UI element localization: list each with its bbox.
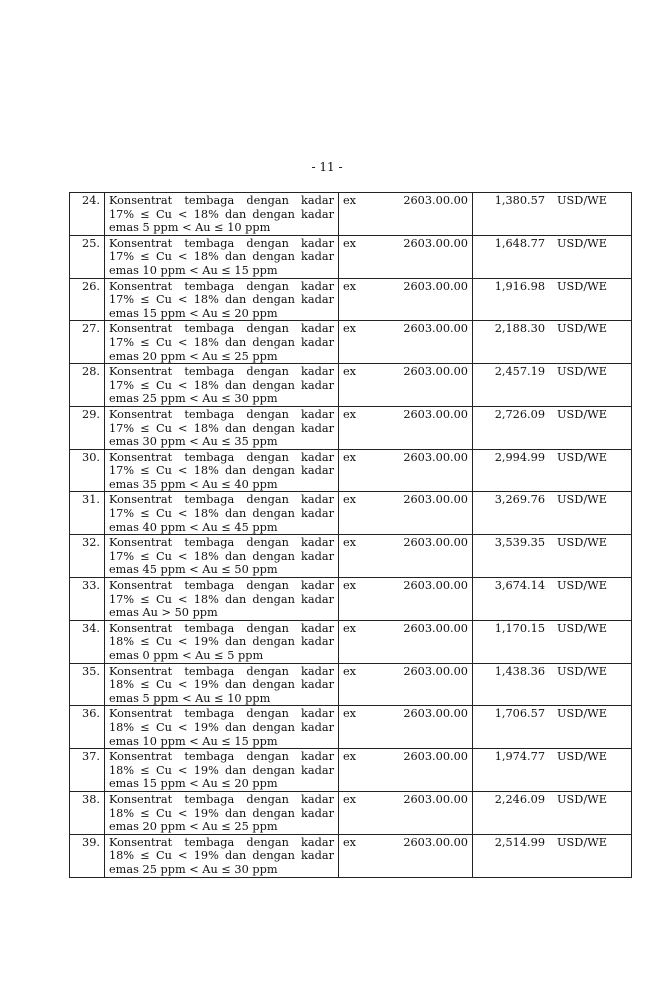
price-unit: USD/WE (557, 664, 607, 678)
ex-marker: ex (343, 493, 357, 507)
row-description: Konsentrat tembaga dengan kadar 18% ≤ Cu < 19% dan dengan kadar emas 15 ppm < Au ≤ 20 ppm (105, 749, 339, 792)
ex-marker: ex (343, 664, 357, 678)
price-amount: 1,648.77 (494, 236, 546, 250)
table-row (70, 706, 632, 749)
row-number: 38. (70, 791, 105, 834)
price-amount: 2,246.09 (494, 792, 546, 806)
row-description: Konsentrat tembaga dengan kadar 18% ≤ Cu < 19% dan dengan kadar emas 5 ppm < Au ≤ 10 ppm (105, 663, 339, 706)
hs-code: 2603.00.00 (403, 194, 468, 207)
hs-code: 2603.00.00 (403, 621, 468, 635)
table-row (70, 492, 632, 535)
price-cell (473, 235, 632, 278)
row-description: Konsentrat tembaga dengan kadar 17% ≤ Cu < 18% dan dengan kadar emas 45 ppm < Au ≤ 50 ppm (105, 535, 339, 578)
price-unit: USD/WE (557, 792, 607, 806)
ex-marker: ex (343, 236, 357, 250)
row-description: Konsentrat tembaga dengan kadar 17% ≤ Cu < 18% dan dengan kadar emas 40 ppm < Au ≤ 45 ppm (105, 492, 339, 535)
price-unit: USD/WE (557, 835, 607, 849)
hs-code-cell (339, 406, 473, 449)
table-row (70, 620, 632, 663)
price-amount: 1,170.15 (494, 621, 546, 635)
row-number: 28. (70, 364, 105, 407)
price-unit: USD/WE (557, 707, 607, 721)
table-body (70, 193, 632, 878)
hs-code: 2603.00.00 (403, 407, 468, 421)
ex-marker: ex (343, 322, 357, 336)
table-row (70, 364, 632, 407)
price-cell (473, 364, 632, 407)
row-description: Konsentrat tembaga dengan kadar 17% ≤ Cu < 18% dan dengan kadar emas 5 ppm < Au ≤ 10 ppm (105, 193, 339, 236)
row-description: Konsentrat tembaga dengan kadar 18% ≤ Cu < 19% dan dengan kadar emas 0 ppm < Au ≤ 5 ppm (105, 620, 339, 663)
page-number: - 11 - (311, 160, 343, 174)
price-cell (473, 406, 632, 449)
ex-marker: ex (343, 579, 357, 593)
table-row (70, 235, 632, 278)
price-amount: 1,974.77 (494, 750, 546, 764)
row-description: Konsentrat tembaga dengan kadar 17% ≤ Cu < 18% dan dengan kadar emas 25 ppm < Au ≤ 30 ppm (105, 364, 339, 407)
price-amount: 2,994.99 (494, 450, 546, 464)
hs-code-cell (339, 321, 473, 364)
hs-code: 2603.00.00 (403, 792, 468, 806)
row-description: Konsentrat tembaga dengan kadar 18% ≤ Cu < 19% dan dengan kadar emas 25 ppm < Au ≤ 30 ppm (105, 834, 339, 877)
row-number: 39. (70, 834, 105, 877)
row-number: 26. (70, 278, 105, 321)
hs-code-cell (339, 492, 473, 535)
price-cell (473, 535, 632, 578)
hs-code: 2603.00.00 (403, 579, 468, 593)
price-amount: 1,380.57 (494, 194, 546, 207)
row-number: 27. (70, 321, 105, 364)
price-cell (473, 663, 632, 706)
row-number: 32. (70, 535, 105, 578)
hs-code: 2603.00.00 (403, 536, 468, 550)
price-cell (473, 578, 632, 621)
table-row (70, 578, 632, 621)
hs-code-cell (339, 278, 473, 321)
price-cell (473, 620, 632, 663)
table-row (70, 535, 632, 578)
row-description: Konsentrat tembaga dengan kadar 18% ≤ Cu < 19% dan dengan kadar emas 10 ppm < Au ≤ 15 ppm (105, 706, 339, 749)
hs-code-cell (339, 749, 473, 792)
price-unit: USD/WE (557, 536, 607, 550)
hs-code: 2603.00.00 (403, 236, 468, 250)
table-row (70, 278, 632, 321)
hs-code-cell (339, 578, 473, 621)
ex-marker: ex (343, 536, 357, 550)
ex-marker: ex (343, 792, 357, 806)
table-row (70, 834, 632, 877)
row-number: 36. (70, 706, 105, 749)
hs-code-cell (339, 449, 473, 492)
price-unit: USD/WE (557, 236, 607, 250)
ex-marker: ex (343, 279, 357, 293)
price-cell (473, 791, 632, 834)
row-number: 30. (70, 449, 105, 492)
price-table (69, 192, 632, 878)
price-cell (473, 449, 632, 492)
table-row (70, 749, 632, 792)
ex-marker: ex (343, 407, 357, 421)
ex-marker: ex (343, 621, 357, 635)
price-cell (473, 749, 632, 792)
ex-marker: ex (343, 835, 357, 849)
price-cell (473, 834, 632, 877)
row-number: 35. (70, 663, 105, 706)
hs-code: 2603.00.00 (403, 279, 468, 293)
table-row (70, 321, 632, 364)
price-cell (473, 492, 632, 535)
hs-code: 2603.00.00 (403, 322, 468, 336)
price-amount: 3,539.35 (494, 536, 546, 550)
price-unit: USD/WE (557, 279, 607, 293)
price-unit: USD/WE (557, 493, 607, 507)
hs-code: 2603.00.00 (403, 835, 468, 849)
table-row (70, 663, 632, 706)
hs-code: 2603.00.00 (403, 450, 468, 464)
hs-code: 2603.00.00 (403, 750, 468, 764)
price-unit: USD/WE (557, 579, 607, 593)
price-amount: 2,514.99 (494, 835, 546, 849)
price-amount: 3,269.76 (494, 493, 546, 507)
hs-code-cell (339, 834, 473, 877)
table-row (70, 193, 632, 236)
price-unit: USD/WE (557, 621, 607, 635)
row-number: 37. (70, 749, 105, 792)
price-unit: USD/WE (557, 194, 607, 207)
row-number: 31. (70, 492, 105, 535)
hs-code: 2603.00.00 (403, 707, 468, 721)
hs-code-cell (339, 791, 473, 834)
price-cell (473, 193, 632, 236)
hs-code-cell (339, 620, 473, 663)
price-cell (473, 321, 632, 364)
row-number: 29. (70, 406, 105, 449)
row-number: 34. (70, 620, 105, 663)
price-cell (473, 278, 632, 321)
row-number: 24. (70, 193, 105, 236)
price-unit: USD/WE (557, 365, 607, 379)
table-row (70, 449, 632, 492)
hs-code: 2603.00.00 (403, 365, 468, 379)
price-cell (473, 706, 632, 749)
ex-marker: ex (343, 707, 357, 721)
price-unit: USD/WE (557, 322, 607, 336)
row-description: Konsentrat tembaga dengan kadar 18% ≤ Cu < 19% dan dengan kadar emas 20 ppm < Au ≤ 25 ppm (105, 791, 339, 834)
row-description: Konsentrat tembaga dengan kadar 17% ≤ Cu < 18% dan dengan kadar emas 10 ppm < Au ≤ 15 ppm (105, 235, 339, 278)
price-amount: 1,438.36 (494, 664, 546, 678)
hs-code: 2603.00.00 (403, 493, 468, 507)
row-description: Konsentrat tembaga dengan kadar 17% ≤ Cu < 18% dan dengan kadar emas 30 ppm < Au ≤ 35 ppm (105, 406, 339, 449)
ex-marker: ex (343, 365, 357, 379)
table-row (70, 791, 632, 834)
price-unit: USD/WE (557, 450, 607, 464)
price-amount: 3,674.14 (494, 579, 546, 593)
hs-code-cell (339, 706, 473, 749)
price-amount: 2,726.09 (494, 407, 546, 421)
price-amount: 2,188.30 (494, 322, 546, 336)
hs-code-cell (339, 235, 473, 278)
hs-code-cell (339, 663, 473, 706)
table-row (70, 406, 632, 449)
price-amount: 1,706.57 (494, 707, 546, 721)
ex-marker: ex (343, 194, 357, 207)
price-unit: USD/WE (557, 407, 607, 421)
row-description: Konsentrat tembaga dengan kadar 17% ≤ Cu < 18% dan dengan kadar emas 35 ppm < Au ≤ 40 ppm (105, 449, 339, 492)
row-number: 25. (70, 235, 105, 278)
price-unit: USD/WE (557, 750, 607, 764)
row-description: Konsentrat tembaga dengan kadar 17% ≤ Cu < 18% dan dengan kadar emas 20 ppm < Au ≤ 25 ppm (105, 321, 339, 364)
row-number: 33. (70, 578, 105, 621)
price-amount: 2,457.19 (494, 365, 546, 379)
hs-code: 2603.00.00 (403, 664, 468, 678)
ex-marker: ex (343, 750, 357, 764)
hs-code-cell (339, 535, 473, 578)
row-description: Konsentrat tembaga dengan kadar 17% ≤ Cu < 18% dan dengan kadar emas 15 ppm < Au ≤ 20 ppm (105, 278, 339, 321)
ex-marker: ex (343, 450, 357, 464)
hs-code-cell (339, 364, 473, 407)
hs-code-cell (339, 193, 473, 236)
price-amount: 1,916.98 (494, 279, 546, 293)
row-description: Konsentrat tembaga dengan kadar 17% ≤ Cu < 18% dan dengan kadar emas Au > 50 ppm (105, 578, 339, 621)
